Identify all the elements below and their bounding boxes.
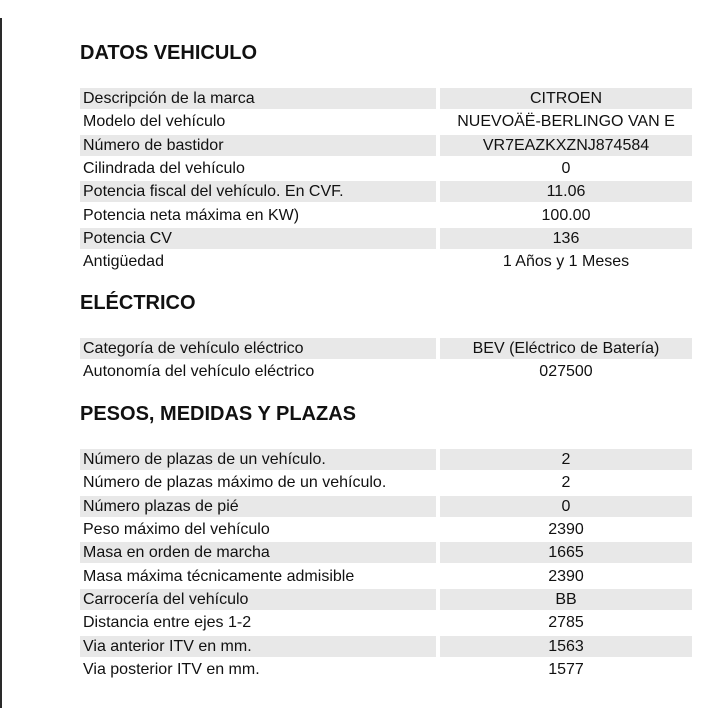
row-value: 2390 [548, 567, 584, 585]
row-value: BB [440, 589, 692, 610]
table-row [80, 360, 692, 383]
row-label: Modelo del vehículo [83, 113, 226, 131]
table-row [80, 564, 692, 587]
row-value: 1665 [440, 542, 692, 563]
row-value: 100.00 [541, 206, 591, 224]
table-row [80, 87, 692, 110]
table-row [80, 634, 692, 657]
table-row [80, 471, 692, 494]
row-label: Número de plazas máximo de un vehículo. [83, 474, 387, 492]
table-row [80, 134, 692, 157]
table-row [80, 157, 692, 180]
row-label: Masa máxima técnicamente admisible [83, 567, 355, 585]
row-label: Antigüedad [83, 253, 164, 271]
data-table [80, 87, 692, 273]
row-label: Autonomía del vehículo eléctrico [83, 363, 315, 381]
row-value: 1 Años y 1 Meses [502, 253, 630, 271]
section-title: ELÉCTRICO [80, 292, 196, 314]
row-value: 2 [561, 474, 571, 492]
table-row [80, 495, 692, 518]
section-pesos-medidas-plazas [80, 402, 692, 681]
row-label: Número de plazas de un vehículo. [80, 449, 436, 470]
table-row [80, 337, 692, 360]
table-row [80, 658, 692, 681]
row-value: CITROEN [440, 88, 692, 109]
row-value: VR7EAZKXZNJ874584 [440, 135, 692, 156]
section-title: DATOS VEHICULO [80, 42, 258, 64]
row-value: 1577 [548, 660, 584, 678]
table-row [80, 518, 692, 541]
row-label: Via anterior ITV en mm. [80, 636, 436, 657]
row-label: Número plazas de pié [80, 496, 436, 517]
row-value: 136 [440, 228, 692, 249]
row-label: Categoría de vehículo eléctrico [80, 338, 436, 359]
row-label: Número de bastidor [80, 135, 436, 156]
table-row [80, 203, 692, 226]
section-datos-vehiculo [80, 41, 692, 273]
table-row [80, 250, 692, 273]
row-value: BEV (Eléctrico de Batería) [440, 338, 692, 359]
table-row [80, 611, 692, 634]
table-row [80, 448, 692, 471]
row-value: 027500 [539, 363, 593, 381]
data-table [80, 337, 692, 384]
section-electrico [80, 291, 692, 384]
row-label: Carrocería del vehículo [80, 589, 436, 610]
page-left-border [0, 18, 2, 708]
row-label: Masa en orden de marcha [80, 542, 436, 563]
row-label: Potencia CV [80, 228, 436, 249]
row-label: Cilindrada del vehículo [83, 160, 245, 178]
row-label: Potencia neta máxima en KW) [83, 206, 300, 224]
section-title: PESOS, MEDIDAS Y PLAZAS [80, 403, 356, 425]
data-table [80, 448, 692, 681]
row-label: Via posterior ITV en mm. [83, 660, 260, 678]
row-value: 1563 [440, 636, 692, 657]
row-value: 2390 [548, 521, 584, 539]
row-value: 0 [440, 496, 692, 517]
table-row [80, 588, 692, 611]
row-label: Peso máximo del vehículo [83, 521, 270, 539]
row-value: NUEVOÄË-BERLINGO VAN E [457, 113, 675, 131]
row-value: 0 [561, 160, 571, 178]
row-label: Distancia entre ejes 1-2 [83, 614, 252, 632]
row-value: 2 [440, 449, 692, 470]
row-value: 11.06 [440, 181, 692, 202]
table-row [80, 180, 692, 203]
row-label: Descripción de la marca [80, 88, 436, 109]
table-row [80, 541, 692, 564]
row-label: Potencia fiscal del vehículo. En CVF. [80, 181, 436, 202]
table-row [80, 227, 692, 250]
row-value: 2785 [548, 614, 584, 632]
table-row [80, 110, 692, 133]
